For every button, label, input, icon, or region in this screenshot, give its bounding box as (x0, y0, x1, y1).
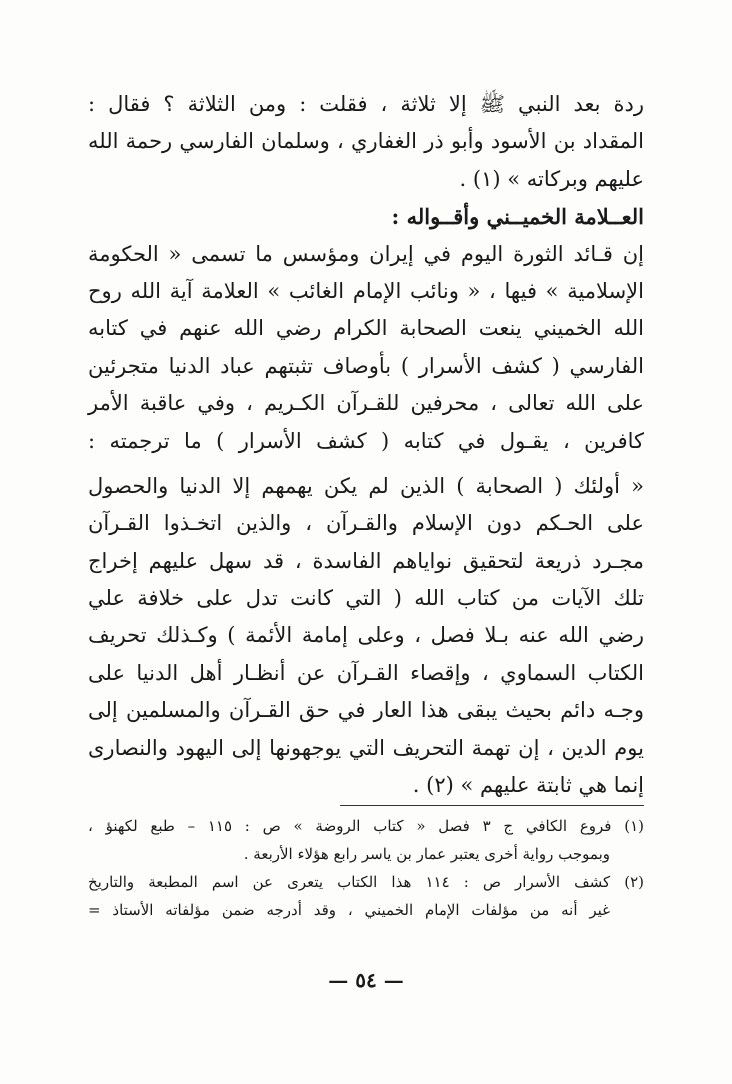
text-line: الله الخميني ينعت الصحابة الكرام رضي الله عنهم في كتابه (88, 316, 644, 341)
page-number: — ٥٤ — (328, 968, 404, 992)
quote-line: الكتاب السماوي ، وإقصاء القـرآن عن أنظـار أهل الدنيا على (88, 660, 644, 685)
quote-line: وجـه دائم بحيث يبقى هذا العار في حق القـرآن والمسلمين إلى (88, 698, 644, 723)
main-text (88, 86, 644, 804)
section-heading: العــلامة الخميــني وأقــواله : (391, 204, 644, 230)
footnote-separator (340, 805, 644, 806)
text-line: الإسلامية » فيها ، « ونائب الإمام الغائب » العلامة آية الله روح (88, 278, 644, 303)
quote-line: « أولئك ( الصحابة ) الذين لم يكن يهمهم إلا الدنيا والحصول (88, 473, 644, 498)
text-line: على الله تعالى ، محرفين للقـرآن الكـريم ، وفي عاقبة الأمر (88, 391, 644, 416)
text-line: كافرين ، يقـول في كتابه ( كشف الأسرار ) ما ترجمته : (88, 428, 644, 453)
footnote-line: غير أنه من مؤلفات الإمام الخميني ، وقد أدرجه ضمن مؤلفاته الأستاذ = (88, 901, 610, 919)
quote-line: يوم الدين ، إن تهمة التحريف التي يوجهونها إلى اليهود والنصارى (88, 735, 644, 760)
text-line: الفارسي ( كشف الأسرار ) بأوصاف تثبتهم عباد الدنيا متجرئين (88, 353, 644, 378)
footnote-line: (١) فروع الكافي ج ٣ فصل « كتاب الروضة » ص : ١١٥ – طبع لكهنؤ ، (88, 817, 645, 835)
quote-line: تلك الآيات من كتاب الله ( التي كانت تدل على خلافة علي (88, 586, 644, 611)
footnote-line: وبموجب رواية أخرى يعتبر عمار بن ياسر رابع هؤلاء الأربعة . (243, 845, 610, 863)
quote-line: إنما هي ثابتة عليهم » (٢) . (412, 773, 644, 798)
quote-line: على الحـكم دون الإسلام والقـرآن ، والذين اتخـذوا القـرآن (88, 511, 644, 536)
text-line: عليهم وبركاته » (١) . (459, 166, 644, 191)
quote-line: مجـرد ذريعة لتحقيق نواياهم الفاسدة ، قد سهل عليهم إخراج (88, 548, 644, 573)
quote-line: رضي الله عنه بـلا فصل ، وعلى إمامة الأئمة ) وكـذلك تحريف (88, 623, 644, 648)
text-line: إن قـائد الثورة اليوم في إيران ومؤسس ما تسمى « الحكومة (88, 241, 644, 266)
footnote-line: (٢) كشف الأسرار ص : ١١٤ هذا الكتاب يتعرى عن اسم المطبعة والتاريخ (88, 873, 644, 891)
footnotes (88, 812, 644, 924)
text-line: ردة بعد النبي ﷺ إلا ثلاثة ، فقلت : ومن الثلاثة ؟ فقال : (88, 92, 644, 116)
text-line: المقداد بن الأسود وأبو ذر الغفاري ، وسلمان الفارسي رحمة الله (88, 129, 644, 154)
